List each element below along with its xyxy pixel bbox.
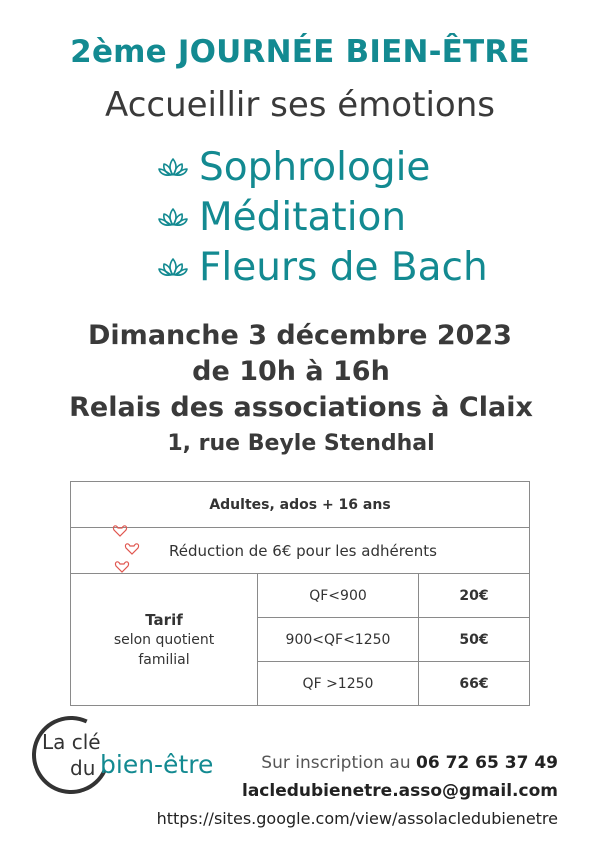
website-link[interactable]: https://sites.google.com/view/assolacledubienetre xyxy=(156,809,558,828)
audience-cell: Adultes, ados + 16 ans xyxy=(71,482,530,528)
tarif-label-cell xyxy=(71,574,258,706)
activity-label: Méditation xyxy=(199,194,407,240)
activities-list xyxy=(157,142,488,292)
price-cell: 50€ xyxy=(419,618,530,662)
activity-label: Sophrologie xyxy=(199,144,431,190)
event-details xyxy=(0,318,600,462)
tarif-table xyxy=(70,481,530,706)
page-title: 2ème JOURNÉE BIEN-ÊTRE xyxy=(70,34,530,70)
logo-text: bien-être xyxy=(100,750,214,779)
activity-item xyxy=(157,192,488,242)
event-address: 1, rue Beyle Stendhal xyxy=(167,431,435,456)
hearts-icon xyxy=(112,524,148,584)
tarif-subtitle: selon quotient xyxy=(113,631,215,648)
reduction-text: Réduction de 6€ pour les adhérents xyxy=(169,541,437,560)
activity-label: Fleurs de Bach xyxy=(199,244,488,290)
price-cell: 66€ xyxy=(419,662,530,706)
logo-text: du xyxy=(70,756,96,780)
tarif-title: Tarif xyxy=(145,610,183,629)
qf-cell: QF<900 xyxy=(258,574,419,618)
lotus-icon xyxy=(157,156,189,178)
qf-cell: 900<QF<1250 xyxy=(258,618,419,662)
inscription-line xyxy=(157,749,558,777)
activity-item xyxy=(157,242,488,292)
event-hours: de 10h à 16h xyxy=(192,356,390,387)
page-subtitle: Accueillir ses émotions xyxy=(105,85,495,125)
activity-item xyxy=(157,142,488,192)
lotus-icon xyxy=(157,206,189,228)
table-row xyxy=(71,482,530,528)
phone-number[interactable]: 06 72 65 37 49 xyxy=(416,753,558,773)
tarif-subtitle: familial xyxy=(138,651,190,668)
lotus-icon xyxy=(157,256,189,278)
event-date: Dimanche 3 décembre 2023 xyxy=(88,320,512,351)
logo-text: La clé xyxy=(42,730,101,754)
event-venue: Relais des associations à Claix xyxy=(69,392,533,423)
contact-block xyxy=(157,749,558,833)
inscription-label: Sur inscription au xyxy=(261,753,411,773)
price-cell: 20€ xyxy=(419,574,530,618)
email-link[interactable]: lacledubienetre.asso@gmail.com xyxy=(242,781,558,801)
qf-cell: QF >1250 xyxy=(258,662,419,706)
